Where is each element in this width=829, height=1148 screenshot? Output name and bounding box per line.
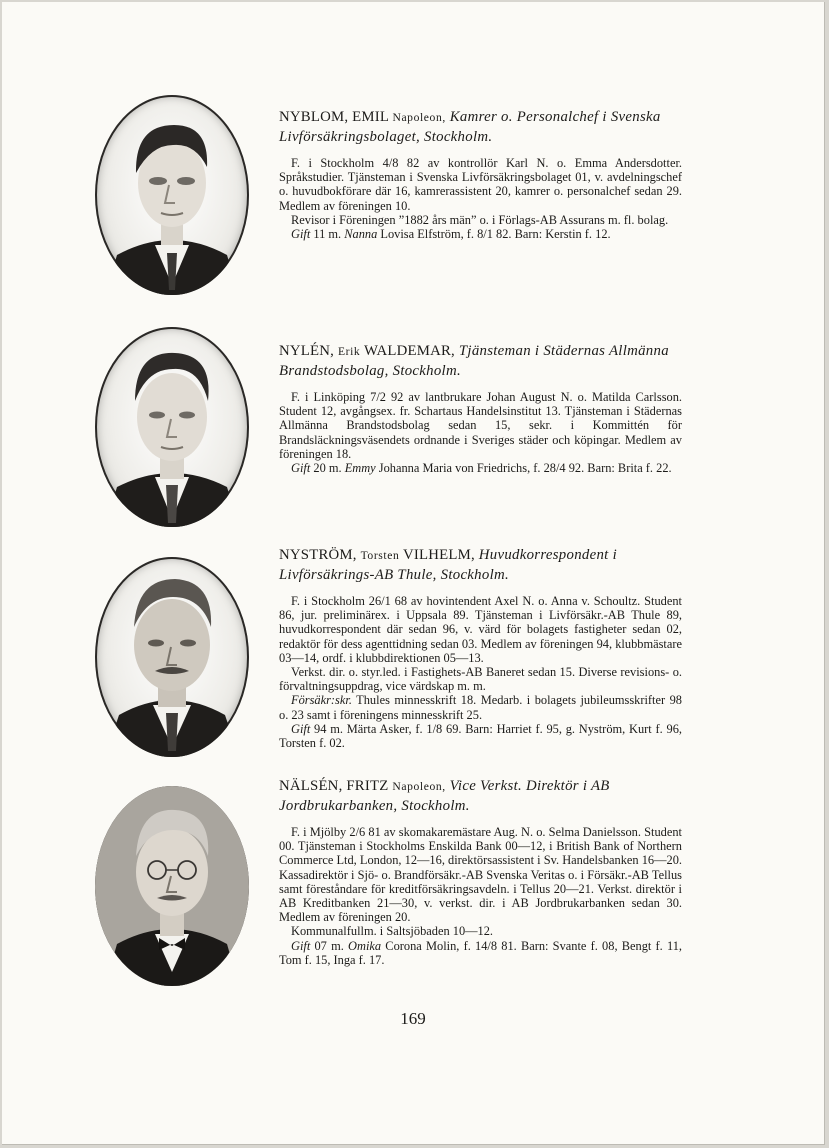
marriage-details: Märta Asker, f. 1/8 69. Barn: Harriet f. 95, g. Nyström, Kurt f. 96, Torsten f. 02. — [279, 721, 683, 751]
given-name: EMIL — [352, 109, 389, 125]
marriage-paragraph — [279, 461, 682, 475]
surname: NYSTRÖM, — [279, 547, 357, 563]
given-name: WALDEMAR, — [363, 343, 455, 359]
spouse-name: Omika — [348, 938, 382, 953]
entry-heading — [279, 108, 682, 147]
portrait-photo-icon — [95, 327, 249, 527]
spouse-name: Emmy — [344, 461, 376, 476]
surname: NYBLOM, — [279, 109, 349, 125]
portrait-photo-icon — [95, 786, 249, 986]
marriage-details: Corona Molin, f. 14/8 81. Barn: Svante f. 08, Bengt f. 11, Tom f. 15, Inga f. 17. — [279, 938, 683, 967]
marriage-year: 11 m. — [310, 227, 345, 242]
marriage-label: Gift — [291, 721, 311, 736]
portrait-drawing — [95, 327, 249, 527]
occupation: Vice Verkst. Direktör i AB Jordbrukarbanken, Stockholm. — [279, 778, 610, 814]
portrait-photo-icon — [95, 95, 249, 295]
biography-paragraph: F. i Stockholm 4/8 82 av kontrollör Karl N. o. Emma Andersdotter. Språkstudier. Tjänsteman i Svenska Livförsäkringsbolaget 01, v. avdelningschef o. huvudbokförare där 16, kamrerassistent 20, kamrer o. personalchef sedan 29. Medlem av föreningen 10. — [279, 156, 682, 213]
marriage-label: Gift — [291, 461, 311, 476]
occupation: Huvudkorrespondent i Livförsäkrings-AB Thule, Stockholm. — [279, 547, 617, 583]
entry-text — [279, 108, 682, 241]
biography-paragraph: F. i Stockholm 26/1 68 av hovintendent Axel N. o. Anna v. Schoultz. Student 86, jur. preliminärex. i Uppsala 89. Tjänsteman i Livförsäkr.-AB Thule 89, huvudkorrespondent där sedan 96, v. värd för bolagets fastigheter sedan 02, redaktör för dess agenttidning sedan 03. Medlem av föreningen 94, klubbmästare 03—14, ordf. i klubbdirektionen 05—13. — [279, 594, 682, 665]
biography-paragraph: Revisor i Föreningen ”1882 års män” o. i Förlags-AB Assurans m. fl. bolag. — [291, 212, 669, 227]
given-name-smallcaps: Torsten — [360, 549, 400, 562]
writings-details: Thules minnesskrift 18. Medarb. i bolagets jubileumsskrifter 98 o. 23 samt i föreningens minnesskrift 25. — [279, 693, 682, 722]
biography-paragraph: Kommunalfullm. i Saltsjöbaden 10—12. — [291, 924, 494, 939]
marriage-year: 07 m. — [310, 938, 349, 953]
marriage-paragraph — [279, 227, 682, 241]
marriage-year: 20 m. — [310, 461, 345, 476]
book-page — [2, 2, 825, 1145]
marriage-label: Gift — [291, 227, 311, 242]
given-name: VILHELM, — [403, 547, 475, 563]
portrait-drawing — [95, 786, 249, 986]
entry-text — [279, 777, 682, 967]
page-number: 169 — [400, 1009, 426, 1028]
biography-paragraph: F. i Mjölby 2/6 81 av skomakaremästare Aug. N. o. Selma Danielsson. Student 00. Tjänsteman i Stockholms Enskilda Bank 00—12, i British Bank of Northern Commerce Ltd, London, 12—16, direktörsassistent i Sv. Handelsbanken 16—20. Kassadirektör i Sjö- o. Brandförsäkr.-AB Svenska Veritas o. i Försäkr.-AB Tellus samt föreståndare för kreditförsäkringsavdeln. i Tellus 20—21. Verkst. direktör i AB Kreditbanken 21—30, v. verkst. dir. i AB Jordbrukarbanken sedan 30. Medlem av föreningen 20. — [279, 825, 682, 925]
entry-text — [279, 342, 682, 475]
spouse-name: Nanna — [344, 227, 378, 242]
biography-paragraph: F. i Linköping 7/2 92 av lantbrukare Johan August N. o. Matilda Carlsson. Student 12, avgångsex. fr. Schartaus Handelsinstitut 13. Tjänsteman i Städernas Allmänna Brandstodsbolag sedan 15, sekr. i Kommittén för Brandsläckningsväsendets ordnande i Sveriges städer och köpingar. Medlem av föreningen 18. — [279, 390, 682, 461]
given-name-smallcaps: Erik — [337, 345, 361, 358]
marriage-paragraph — [279, 939, 682, 967]
portrait-drawing — [95, 557, 249, 757]
given-name-smallcaps: Napoleon, — [392, 111, 446, 124]
occupation: Kamrer o. Personalchef i Svenska Livförsäkringsbolaget, Stockholm. — [279, 109, 661, 145]
surname: NÄLSÉN, — [279, 778, 343, 794]
portrait-drawing — [95, 95, 249, 295]
writings-paragraph — [279, 693, 682, 721]
given-name-smallcaps: Napoleon, — [392, 780, 446, 793]
occupation: Tjänsteman i Städernas Allmänna Brandstodsbolag, Stockholm. — [279, 343, 669, 379]
biography-paragraph: Verkst. dir. o. styr.led. i Fastighets-AB Baneret sedan 15. Diverse revisions- o. förvaltningsuppdrag, vice värdskap m. m. — [279, 665, 682, 694]
marriage-details: Johanna Maria von Friedrichs, f. 28/4 92. Barn: Brita f. 22. — [375, 461, 672, 476]
marriage-details: Lovisa Elfström, f. 8/1 82. Barn: Kerstin f. 12. — [377, 227, 611, 242]
given-name: FRITZ — [346, 778, 389, 794]
entry-heading — [279, 777, 682, 816]
surname: NYLÉN, — [279, 343, 335, 359]
entry-heading — [279, 546, 682, 585]
portrait-photo-icon — [95, 557, 249, 757]
writings-label: Försäkr:skr. — [291, 693, 352, 708]
entry-heading — [279, 342, 682, 381]
entry-text — [279, 546, 682, 750]
marriage-paragraph — [279, 722, 682, 750]
marriage-label: Gift — [291, 938, 311, 953]
marriage-year: 94 m. — [310, 721, 347, 736]
